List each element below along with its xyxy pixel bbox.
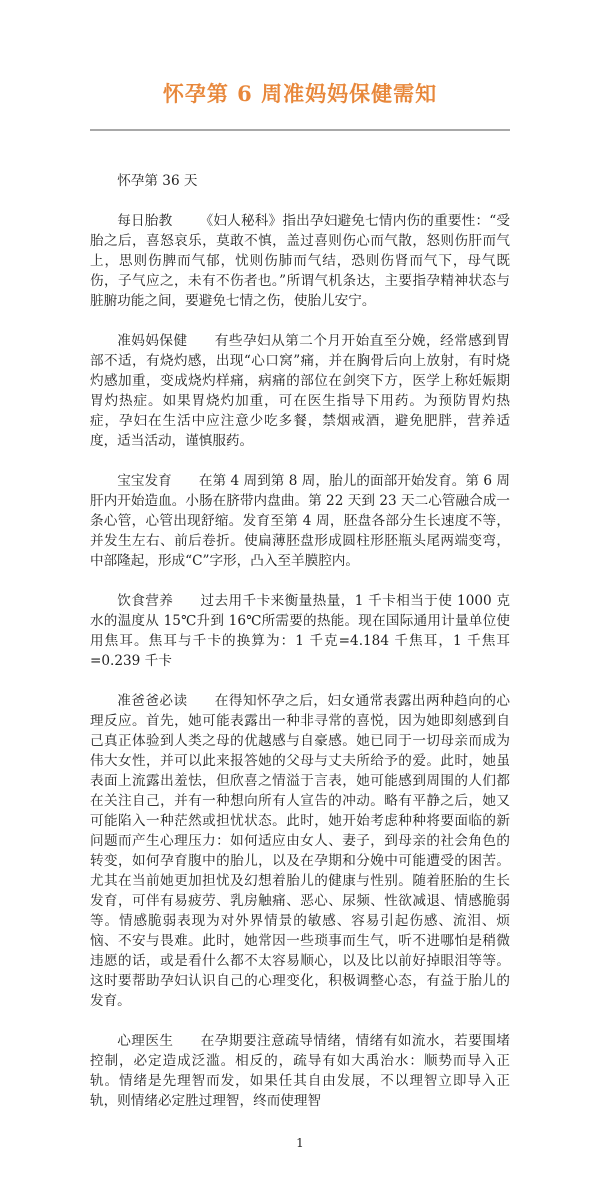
paragraph-heading: 宝宝发育 bbox=[117, 473, 172, 489]
paragraph-text: 在第 4 周到第 8 周，胎儿的面部开始发育。第 6 周肝内开始造血。小肠在脐带内盘曲。第 22 天到 23 天二心管融合成一条心管，心管出现舒缩。发育至第 4 周，胚盘各部分生长速度不等，并发生左右、前后卷折。使扁薄胚盘形成圆柱形胚瓶头尾两端变弯，中部隆起，形成“C”字形，凸入至羊膜腔内。 bbox=[90, 473, 510, 569]
paragraph-nutrition bbox=[90, 591, 510, 671]
document-title: 怀孕第 6 周准妈妈保健需知 bbox=[162, 81, 438, 106]
paragraph-text: 过去用千卡来衡量热量，1 千卡相当于使 1000 克水的温度从 15℃升到 16℃所需要的热能。现在国际通用计量单位使用焦耳。焦耳与千卡的换算为：1 千克=4.184 千焦耳，1 千焦耳=0.239 千卡 bbox=[90, 593, 510, 669]
paragraph-psychologist bbox=[90, 1031, 510, 1111]
paragraph-text: 《妇人秘科》指出孕妇避免七情内伤的重要性：“受胎之后，喜怒哀乐，莫敢不慎，盖过喜则伤心而气散，怒则伤肝而气上，思则伤脾而气郁，忧则伤肺而气结，恐则伤肾而气下，母气既伤，子气应之，未有不伤者也。”所谓气机条达，主要指孕精神状态与脏腑功能之间，要避免七情之伤，使胎儿安宁。 bbox=[90, 213, 511, 309]
paragraph-text: 在孕期要注意疏导情绪，情绪有如流水，若要围堵控制，必定造成泛滥。相反的，疏导有如大禹治水：顺势而导入正轨。情绪是先理智而发，如果任其自由发展，不以理智立即导入正轨，则情绪必定胜过理智，终而使理智 bbox=[90, 1033, 511, 1109]
paragraph-heading: 饮食营养 bbox=[117, 593, 174, 609]
paragraph-heading: 每日胎教 bbox=[117, 213, 173, 229]
document-body bbox=[90, 171, 510, 1111]
header-divider bbox=[90, 129, 510, 131]
paragraph-text: 在得知怀孕之后，妇女通常表露出两种趋向的心理反应。首先，她可能表露出一种非寻常的喜悦，因为她即刻感到自己真正体验到人类之母的优越感与自豪感。她已同于一切母亲而成为伟大女性，并可以此来报答她的父母与丈夫所给予的爱。此时，她虽表面上流露出羞怯，但欣喜之情溢于言表，她可能感到周围的人们都在关注自己，并有一种想向所有人宣告的冲动。略有平静之后，她又可能陷入一种茫然或担忧状态。此时，她开始考虑种种将要面临的新问题而产生心理压力：如何适应由女人、妻子，到母亲的社会角色的转变，如何孕育腹中的胎儿，以及在孕期和分娩中可能遭受的困苦。尤其在当前她更加担忧及幻想着胎儿的健康与性别。随着胚胎的生长发育，可伴有易疲劳、乳房触痛、恶心、尿频、性欲减退、情感脆弱等。情感脆弱表现为对外界情景的敏感、容易引起伤感、流泪、烦恼、不安与畏难。此时，她常因一些琐事而生气，听不进哪怕是稍微违愿的话，或是看什么都不太容易顺心，以及比以前好掉眼泪等等。这时要帮助孕妇认识自己的心理变化，积极调整心态，有益于胎儿的发育。 bbox=[90, 693, 510, 1009]
paragraph-heading: 心理医生 bbox=[117, 1033, 174, 1049]
paragraph-heading: 准爸爸必读 bbox=[117, 693, 188, 709]
paragraph-prenatal-education bbox=[90, 211, 510, 311]
day-label: 怀孕第 36 天 bbox=[117, 173, 198, 189]
paragraph-baby-development bbox=[90, 471, 510, 571]
paragraph-heading: 准妈妈保健 bbox=[117, 333, 188, 349]
page-number: 1 bbox=[296, 1136, 304, 1150]
paragraph-father-reading bbox=[90, 691, 510, 1011]
paragraph-text: 有些孕妇从第二个月开始直至分娩，经常感到胃部不适，有烧灼感，出现“心口窝”痛，并在胸骨后向上放射，有时烧灼感加重，变成烧灼样痛，病痛的部位在剑突下方，医学上称妊娠期胃灼热症。如果胃烧灼加重，可在医生指导下用药。为预防胃灼热症，孕妇在生活中应注意少吃多餐，禁烟戒酒，避免肥胖，营养适度，适当活动，谨慎服药。 bbox=[90, 333, 510, 449]
paragraph-mother-health bbox=[90, 331, 510, 451]
